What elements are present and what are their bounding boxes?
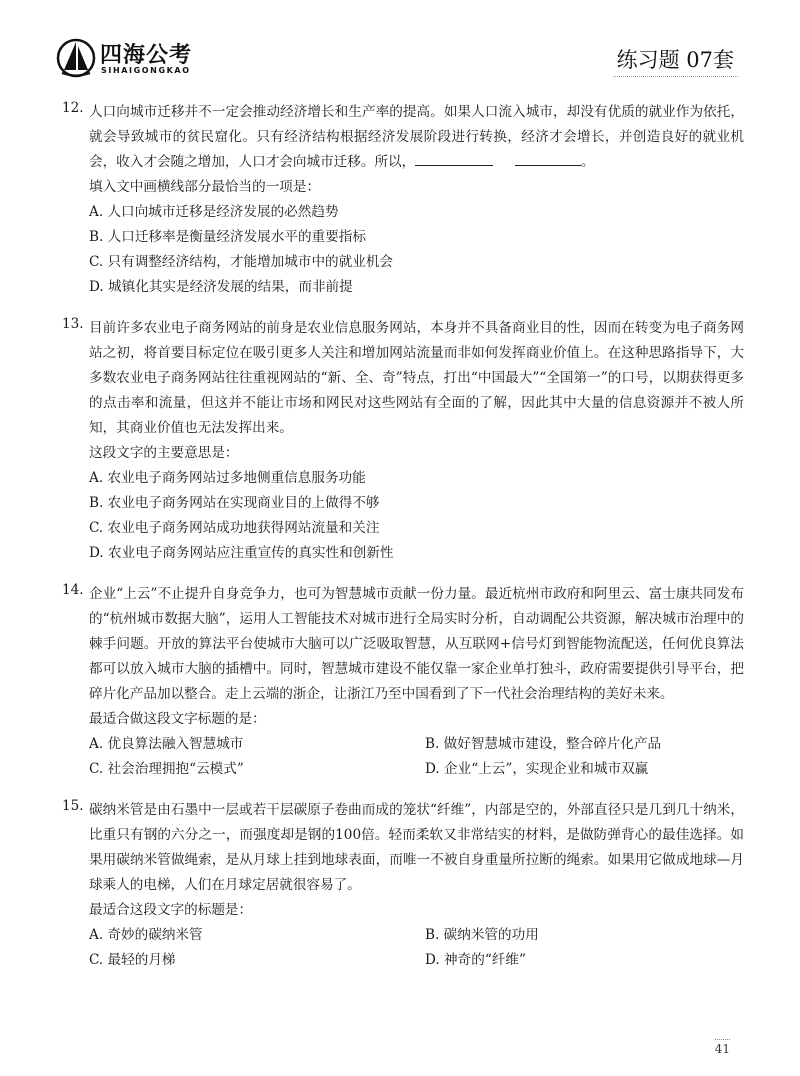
question-number: 12. <box>62 100 84 116</box>
brand-logo <box>56 36 256 82</box>
option-a[interactable]: A. 农业电子商务网站过多地侧重信息服务功能 <box>89 470 366 486</box>
question-stem: 目前许多农业电子商务网站的前身是农业信息服务网站，本身并不具备商业目的性，因而在转变为电子商务网站之初，将首要目标定位在吸引更多人关注和增加网站流量而非如何发挥商业价值上。在这种思路指导下，大多数农业电子商务网站往往重视网站的“新、全、奇”特点，打出“中国最大”“全国第一”的口号，以期获得更多的点击率和流量，但这并不能让市场和网民对这些网站有全面的了解，因此其中大量的信息资源并不被人所知，其商业价值也无法发挥出来。 <box>89 320 744 436</box>
question-stem <box>89 100 744 175</box>
option-c[interactable]: C. 社会治理拥抱“云模式” <box>89 761 244 777</box>
option-c[interactable]: C. 农业电子商务网站成功地获得网站流量和关注 <box>89 520 380 536</box>
option-a[interactable]: A. 人口向城市迁移是经济发展的必然趋势 <box>89 204 339 220</box>
set-title-prefix: 练习题 <box>616 48 680 72</box>
question-stem: 企业“上云”不止提升自身竞争力，也可为智慧城市贡献一份力量。最近杭州市政府和阿里云、富士康共同发布的“杭州城市数据大脑”，运用人工智能技术对城市进行全局实时分析，自动调配公共资源，解决城市治理中的棘手问题。开放的算法平台使城市大脑可以广泛吸取智慧，从互联网+信号灯到智能物流配送，任何优良算法都可以放入城市大脑的插槽中。同时，智慧城市建设不能仅靠一家企业单打独斗，政府需要提供引导平台，把碎片化产品加以整合。走上云端的浙企，让浙江乃至中国看到了下一代社会治理结构的美好未来。 <box>89 586 744 702</box>
question-list <box>62 100 744 973</box>
set-title-number: 07 <box>686 48 713 72</box>
page-header <box>0 0 800 90</box>
exercise-set-title <box>613 42 738 77</box>
option-d[interactable]: D. 农业电子商务网站应注重宣传的真实性和创新性 <box>89 545 394 561</box>
option-a[interactable]: A. 优良算法融入智慧城市 <box>89 736 244 752</box>
question-number: 15. <box>62 798 84 814</box>
option-d[interactable]: D. 城镇化其实是经济发展的结果，而非前提 <box>89 279 353 295</box>
question-number: 13. <box>62 316 84 332</box>
question-12 <box>62 100 744 300</box>
question-number: 14. <box>62 582 84 598</box>
option-d[interactable]: D. 神奇的“纤维” <box>425 952 526 968</box>
question-prompt: 这段文字的主要意思是： <box>89 445 239 461</box>
option-c[interactable]: C. 最轻的月梯 <box>89 952 176 968</box>
option-c[interactable]: C. 只有调整经济结构，才能增加城市中的就业机会 <box>89 254 394 270</box>
option-b[interactable]: B. 碳纳米管的功用 <box>425 927 539 943</box>
option-b[interactable]: B. 农业电子商务网站在实现商业目的上做得不够 <box>89 495 380 511</box>
brand-name-cn: 四海公考 <box>100 43 193 68</box>
question-prompt: 填入文中画横线部分最恰当的一项是： <box>89 179 321 195</box>
option-a[interactable]: A. 奇妙的碳纳米管 <box>89 927 203 943</box>
stem-text: 人口向城市迁移并不一定会推动经济增长和生产率的提高。如果人口流入城市，却没有优质的就业作为依托，就会导致城市的贫民窟化。只有经济结构根据经济发展阶段进行转换，经济才会增长，并创造良好的就业机会，收入才会随之增加，人口才会向城市迁移。所以， <box>89 104 744 170</box>
option-b[interactable]: B. 做好智慧城市建设，整合碎片化产品 <box>425 736 662 752</box>
set-title-suffix: 套 <box>713 48 734 72</box>
question-prompt: 最适合做这段文字标题的是： <box>89 711 266 727</box>
options-grid <box>89 923 744 973</box>
question-13 <box>62 316 744 566</box>
fill-blank <box>515 153 581 166</box>
stem-end: 。 <box>580 154 595 170</box>
question-stem: 碳纳米管是由石墨中一层或若干层碳原子卷曲而成的笼状“纤维”，内部是空的，外部直径只是几到几十纳米，比重只有钢的六分之一，而强度却是钢的100倍。轻而柔软又非常结实的材料，是做防弹背心的最佳选择。如果用碳纳米管做绳索，是从月球上挂到地球表面，而唯一不被自身重量所拉断的绳索。如果用它做成地球—月球乘人的电梯，人们在月球定居就很容易了。 <box>89 802 744 893</box>
option-b[interactable]: B. 人口迁移率是衡量经济发展水平的重要指标 <box>89 229 366 245</box>
brand-name-en: SIHAIGONGKAO <box>101 66 191 75</box>
sail-logo-icon <box>56 36 96 80</box>
page-number: 41 <box>715 1039 730 1056</box>
question-prompt: 最适合这段文字的标题是： <box>89 902 253 918</box>
question-15 <box>62 798 744 973</box>
fill-blank <box>415 153 493 166</box>
option-d[interactable]: D. 企业“上云”，实现企业和城市双赢 <box>425 761 649 777</box>
question-14 <box>62 582 744 782</box>
options-grid <box>89 732 744 782</box>
